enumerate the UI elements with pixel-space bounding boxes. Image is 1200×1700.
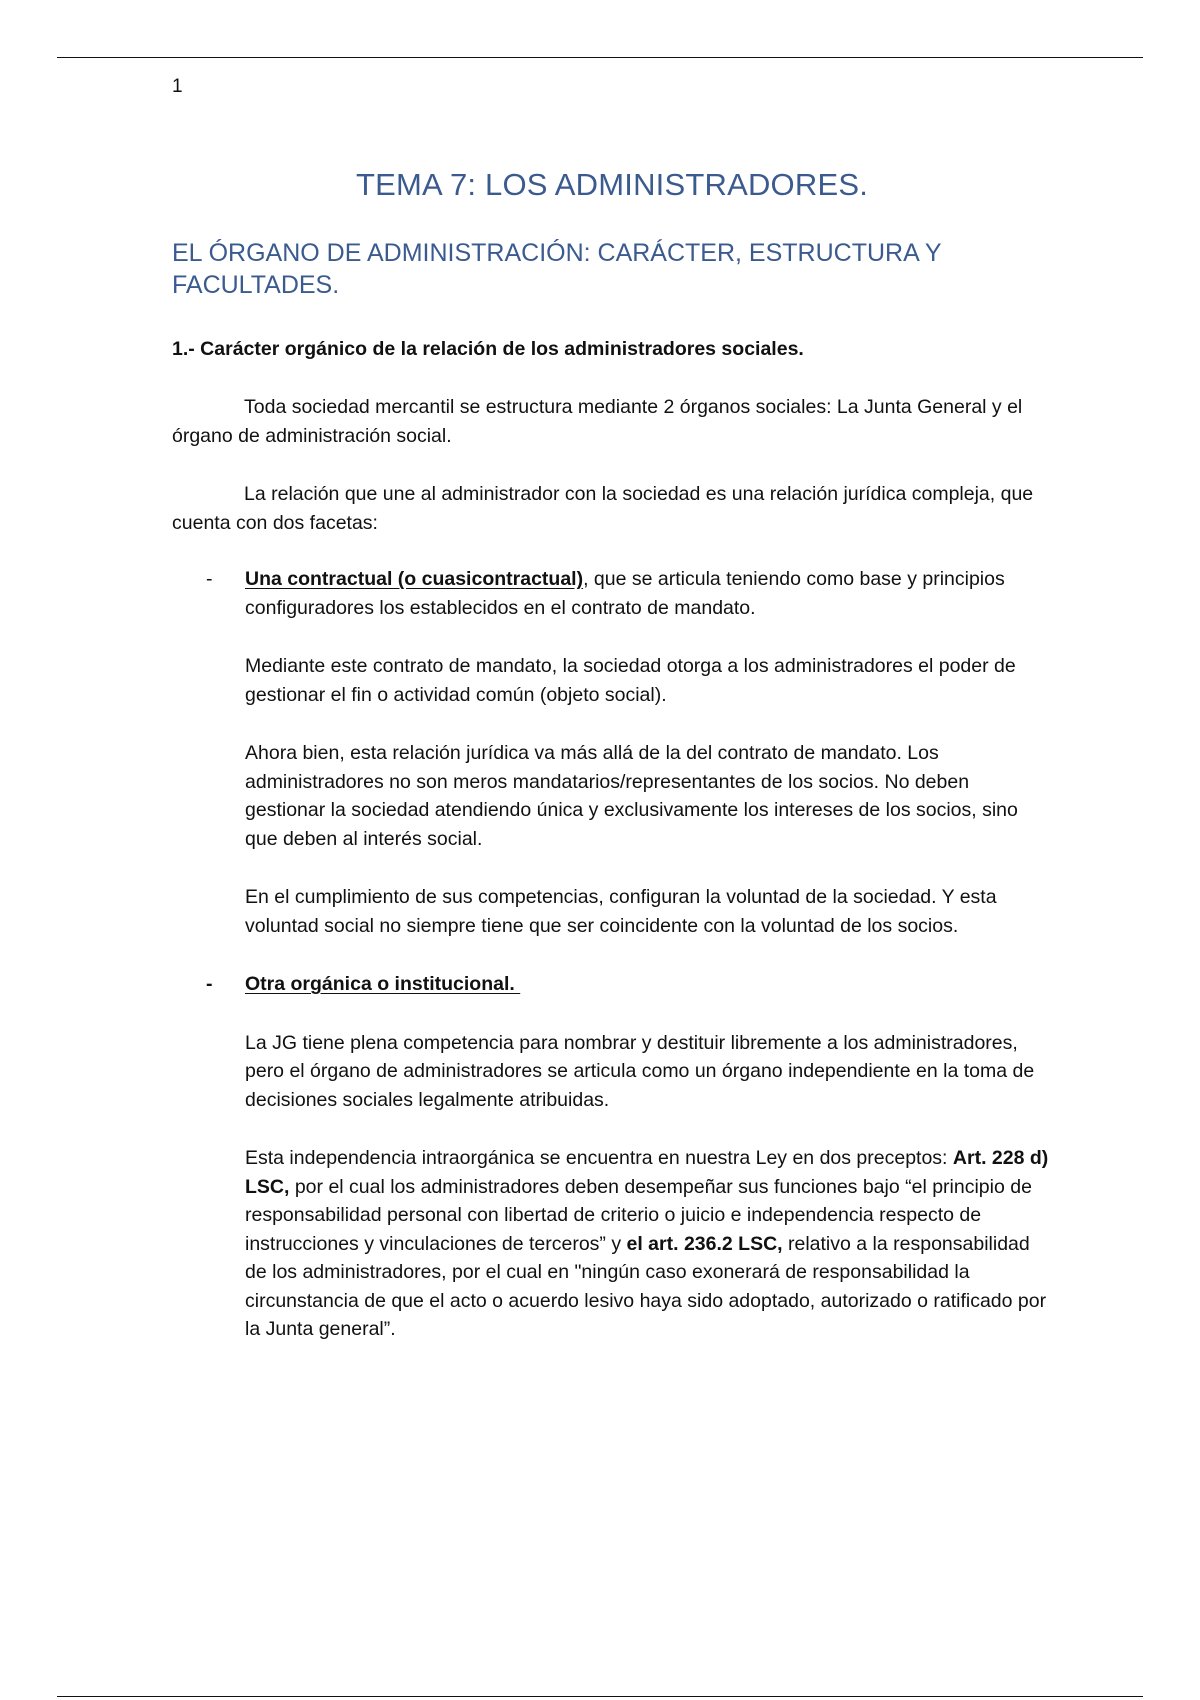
list-item-lead-text: , que se articula teniendo como base y principios configuradores los establecidos en el contrato de mandato.	[245, 568, 1005, 619]
paragraph-2: La relación que une al administrador con la sociedad es una relación jurídica compleja, que cuenta con dos facetas:	[172, 483, 1034, 534]
list-item-label: Otra orgánica o institucional.	[245, 973, 521, 995]
list-item-label: Una contractual (o cuasicontractual)	[245, 568, 584, 590]
legal-reference: Art. 228 d) LSC,	[245, 1147, 1049, 1198]
list-paragraph-references	[245, 1144, 1052, 1344]
list-paragraph: Mediante este contrato de mandato, la sociedad otorga a los administradores el poder de gestionar el fin o actividad común (objeto social).	[245, 655, 1016, 706]
list-item-organica	[172, 970, 1052, 1344]
facets-list	[172, 565, 1052, 1344]
top-rule	[57, 57, 1143, 58]
paragraph-1: Toda sociedad mercantil se estructura mediante 2 órganos sociales: La Junta General y el órgano de administración social.	[172, 396, 1023, 447]
list-item-lead	[245, 565, 1052, 622]
list-paragraph: En el cumplimiento de sus competencias, configuran la voluntad de la sociedad. Y esta voluntad social no siempre tiene que ser coincidente con la voluntad de los socios.	[245, 886, 997, 937]
subsection-heading: 1.- Carácter orgánico de la relación de los administradores sociales.	[172, 338, 804, 360]
paragraph-text: Esta independencia intraorgánica se encuentra en nuestra Ley en dos preceptos:	[245, 1147, 953, 1169]
legal-reference: el art. 236.2 LSC,	[626, 1232, 783, 1255]
bottom-rule	[57, 1696, 1143, 1697]
list-paragraph: Ahora bien, esta relación jurídica va más allá de la del contrato de mandato. Los administradores no son meros mandatarios/representantes de los socios. No deben gestionar la sociedad atendiendo única y exclusivamente los intereses de los socios, sino que deben al interés social.	[245, 742, 1018, 850]
document-body	[172, 160, 1052, 1344]
list-item-contractual	[172, 565, 1052, 940]
list-item-lead	[245, 970, 1052, 999]
list-paragraph: La JG tiene plena competencia para nombrar y destituir libremente a los administradores, pero el órgano de administradores se articula como un órgano independiente en la toma de decisiones sociales legalmente atribuidas.	[245, 1031, 1035, 1111]
document-title: TEMA 7: LOS ADMINISTRADORES.	[355, 167, 869, 202]
paragraph-text: por el cual los administradores deben desempeñar sus funciones bajo “el principio de responsabilidad personal con libertad de criterio o juicio e independencia respecto de instrucciones y vinculaciones de terceros” y	[245, 1175, 1032, 1255]
list-dash: -	[206, 568, 213, 590]
paragraph-text: relativo a la responsabilidad de los administradores, por el cual en "ningún caso exonerará de responsabilidad la circunstancia de que el acto o acuerdo lesivo haya sido adoptado, autorizado o ratificado por la Junta general”.	[245, 1232, 1047, 1340]
page-number: 1	[172, 76, 183, 97]
list-dash: -	[206, 973, 213, 995]
section-heading: EL ÓRGANO DE ADMINISTRACIÓN: CARÁCTER, ESTRUCTURA Y FACULTADES.	[172, 239, 942, 299]
